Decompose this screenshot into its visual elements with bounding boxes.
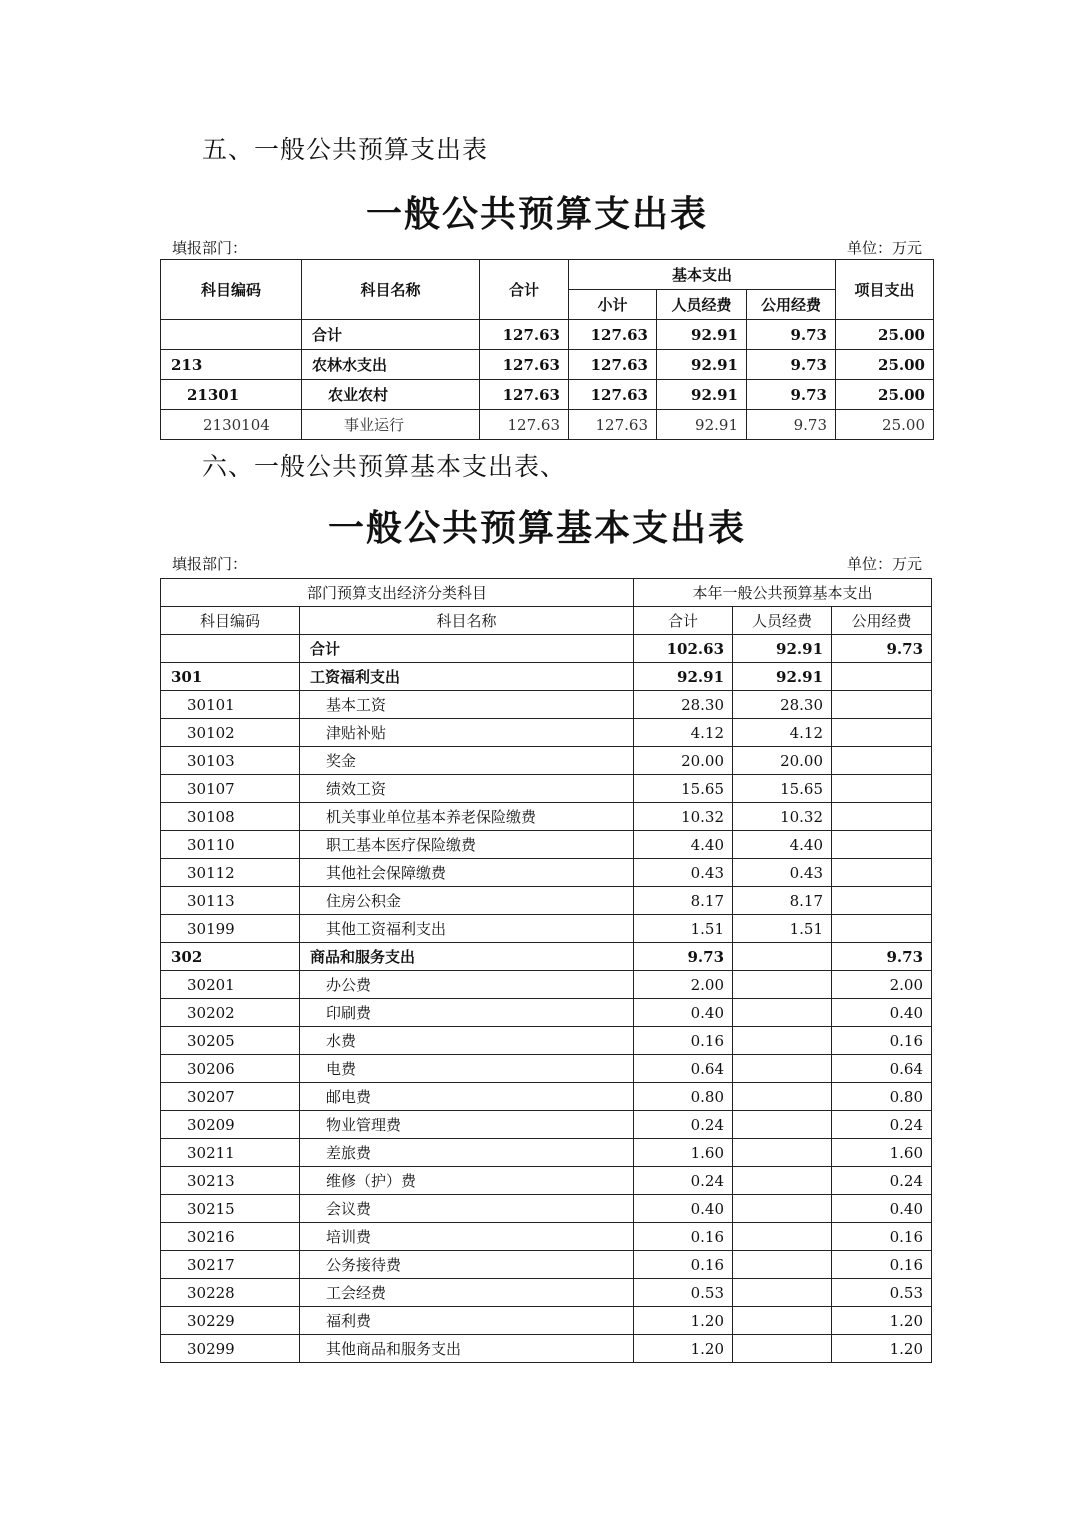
cell-name: 机关事业单位基本养老保险缴费 (300, 803, 634, 831)
cell-name: 物业管理费 (300, 1111, 634, 1139)
cell-personnel (733, 943, 832, 971)
table-row (161, 859, 932, 887)
cell-public: 9.73 (832, 943, 932, 971)
cell-name: 水费 (300, 1027, 634, 1055)
cell-public: 2.00 (832, 971, 932, 999)
table-row (161, 803, 932, 831)
cell-project: 25.00 (836, 320, 934, 350)
section6-title: 一般公共预算基本支出表 (327, 507, 746, 549)
cell-public (832, 859, 932, 887)
cell-public: 0.16 (832, 1251, 932, 1279)
cell-public: 9.73 (747, 350, 836, 380)
cell-code: 30299 (161, 1335, 300, 1363)
table-row (161, 1083, 932, 1111)
cell-total: 0.80 (634, 1083, 733, 1111)
cell-total: 28.30 (634, 691, 733, 719)
cell-personnel (733, 1335, 832, 1363)
cell-total: 0.16 (634, 1027, 733, 1055)
cell-name: 住房公积金 (300, 887, 634, 915)
cell-total: 0.53 (634, 1279, 733, 1307)
cell-code: 2130104 (161, 410, 302, 440)
cell-code (161, 635, 300, 663)
cell-personnel (733, 971, 832, 999)
cell-name: 农林水支出 (302, 350, 480, 380)
table-row (161, 999, 932, 1027)
cell-public: 0.40 (832, 1195, 932, 1223)
cell-personnel: 92.91 (733, 635, 832, 663)
cell-project: 25.00 (836, 350, 934, 380)
table-row (161, 775, 932, 803)
cell-subtotal: 127.63 (569, 410, 657, 440)
table-row (161, 320, 934, 350)
cell-total: 4.40 (634, 831, 733, 859)
cell-code: 30205 (161, 1027, 300, 1055)
cell-total: 8.17 (634, 887, 733, 915)
cell-project: 25.00 (836, 380, 934, 410)
cell-project: 25.00 (836, 410, 934, 440)
cell-name: 合计 (300, 635, 634, 663)
cell-personnel: 92.91 (657, 350, 747, 380)
cell-total: 20.00 (634, 747, 733, 775)
cell-name: 公务接待费 (300, 1251, 634, 1279)
table-row (161, 350, 934, 380)
cell-public (832, 719, 932, 747)
cell-personnel: 20.00 (733, 747, 832, 775)
cell-personnel: 1.51 (733, 915, 832, 943)
table-row (161, 1307, 932, 1335)
cell-total: 10.32 (634, 803, 733, 831)
cell-total: 127.63 (480, 380, 569, 410)
cell-public (832, 915, 932, 943)
cell-public: 1.20 (832, 1307, 932, 1335)
cell-public (832, 887, 932, 915)
cell-code: 30206 (161, 1055, 300, 1083)
cell-personnel (733, 1083, 832, 1111)
header-personnel: 人员经费 (657, 290, 747, 320)
cell-name: 其他社会保障缴费 (300, 859, 634, 887)
cell-total: 0.64 (634, 1055, 733, 1083)
cell-public: 9.73 (747, 410, 836, 440)
cell-code: 30217 (161, 1251, 300, 1279)
table-row (161, 663, 932, 691)
section6-heading: 六、一般公共预算基本支出表、 (202, 452, 567, 481)
cell-name: 福利费 (300, 1307, 634, 1335)
section5-title: 一般公共预算支出表 (365, 193, 708, 235)
cell-name: 其他工资福利支出 (300, 915, 634, 943)
cell-code: 302 (161, 943, 300, 971)
cell-total: 1.20 (634, 1307, 733, 1335)
cell-code: 30213 (161, 1167, 300, 1195)
header-total: 合计 (634, 607, 733, 635)
table-row (161, 887, 932, 915)
cell-code: 30209 (161, 1111, 300, 1139)
unit-label: 单位：万元 (846, 239, 922, 257)
cell-name: 印刷费 (300, 999, 634, 1027)
table-row (161, 1251, 932, 1279)
cell-total: 2.00 (634, 971, 733, 999)
cell-name: 邮电费 (300, 1083, 634, 1111)
header-code: 科目编码 (161, 607, 300, 635)
cell-public (832, 803, 932, 831)
header-total: 合计 (480, 260, 569, 320)
budget-expenditure-table (160, 259, 934, 440)
section5-heading: 五、一般公共预算支出表 (202, 135, 489, 164)
unit-label: 单位：万元 (846, 555, 922, 573)
cell-name: 合计 (302, 320, 480, 350)
cell-public: 1.60 (832, 1139, 932, 1167)
cell-total: 1.20 (634, 1335, 733, 1363)
cell-code: 30199 (161, 915, 300, 943)
cell-code: 21301 (161, 380, 302, 410)
cell-total: 1.60 (634, 1139, 733, 1167)
table-row (161, 719, 932, 747)
cell-personnel: 0.43 (733, 859, 832, 887)
table-row (161, 1335, 932, 1363)
cell-personnel: 92.91 (657, 380, 747, 410)
cell-name: 事业运行 (302, 410, 480, 440)
cell-total: 4.12 (634, 719, 733, 747)
cell-public: 0.40 (832, 999, 932, 1027)
cell-total: 0.24 (634, 1111, 733, 1139)
table-row (161, 1167, 932, 1195)
cell-total: 0.16 (634, 1223, 733, 1251)
cell-personnel (733, 1139, 832, 1167)
cell-personnel (733, 1055, 832, 1083)
cell-total: 0.16 (634, 1251, 733, 1279)
cell-subtotal: 127.63 (569, 380, 657, 410)
cell-personnel (733, 1223, 832, 1251)
cell-name: 基本工资 (300, 691, 634, 719)
cell-name: 差旅费 (300, 1139, 634, 1167)
cell-code: 30215 (161, 1195, 300, 1223)
cell-code: 30201 (161, 971, 300, 999)
cell-name: 维修（护）费 (300, 1167, 634, 1195)
table-row (161, 1195, 932, 1223)
cell-code: 30216 (161, 1223, 300, 1251)
table-row (161, 831, 932, 859)
cell-total: 0.40 (634, 1195, 733, 1223)
section6-meta (172, 553, 922, 574)
cell-name: 绩效工资 (300, 775, 634, 803)
cell-personnel: 4.40 (733, 831, 832, 859)
cell-personnel (733, 1251, 832, 1279)
cell-public: 9.73 (832, 635, 932, 663)
cell-personnel: 28.30 (733, 691, 832, 719)
cell-code: 30112 (161, 859, 300, 887)
cell-total: 127.63 (480, 410, 569, 440)
cell-name: 其他商品和服务支出 (300, 1335, 634, 1363)
cell-code: 30103 (161, 747, 300, 775)
header-group-right: 本年一般公共预算基本支出 (634, 579, 932, 607)
table-row (161, 1055, 932, 1083)
cell-total: 127.63 (480, 350, 569, 380)
header-public: 公用经费 (832, 607, 932, 635)
cell-name: 奖金 (300, 747, 634, 775)
table-row (161, 691, 932, 719)
header-project: 项目支出 (836, 260, 934, 320)
cell-total: 1.51 (634, 915, 733, 943)
header-name: 科目名称 (302, 260, 480, 320)
cell-public (832, 831, 932, 859)
cell-public: 0.24 (832, 1111, 932, 1139)
cell-code: 30113 (161, 887, 300, 915)
cell-public (832, 747, 932, 775)
cell-personnel: 15.65 (733, 775, 832, 803)
cell-personnel: 8.17 (733, 887, 832, 915)
cell-public (832, 775, 932, 803)
cell-personnel: 92.91 (733, 663, 832, 691)
table-row (161, 1139, 932, 1167)
header-subtotal: 小计 (569, 290, 657, 320)
cell-total: 0.40 (634, 999, 733, 1027)
cell-code: 30207 (161, 1083, 300, 1111)
cell-public: 0.53 (832, 1279, 932, 1307)
header-code: 科目编码 (161, 260, 302, 320)
section5-meta (172, 237, 922, 258)
cell-personnel (733, 999, 832, 1027)
cell-personnel (733, 1307, 832, 1335)
cell-name: 农业农村 (302, 380, 480, 410)
cell-public: 0.16 (832, 1223, 932, 1251)
cell-name: 工会经费 (300, 1279, 634, 1307)
header-name: 科目名称 (300, 607, 634, 635)
table-row (161, 1111, 932, 1139)
cell-total: 0.24 (634, 1167, 733, 1195)
cell-code: 30107 (161, 775, 300, 803)
cell-personnel (733, 1279, 832, 1307)
cell-public (832, 691, 932, 719)
cell-code: 30228 (161, 1279, 300, 1307)
table-row (161, 1223, 932, 1251)
table-row (161, 635, 932, 663)
header-public: 公用经费 (747, 290, 836, 320)
cell-personnel (733, 1195, 832, 1223)
header-basic: 基本支出 (569, 260, 836, 290)
cell-name: 工资福利支出 (300, 663, 634, 691)
cell-name: 商品和服务支出 (300, 943, 634, 971)
cell-total: 0.43 (634, 859, 733, 887)
cell-name: 会议费 (300, 1195, 634, 1223)
cell-personnel: 10.32 (733, 803, 832, 831)
table-row (161, 1279, 932, 1307)
cell-code: 30229 (161, 1307, 300, 1335)
cell-name: 职工基本医疗保险缴费 (300, 831, 634, 859)
cell-name: 培训费 (300, 1223, 634, 1251)
cell-public: 1.20 (832, 1335, 932, 1363)
cell-code: 30101 (161, 691, 300, 719)
cell-name: 电费 (300, 1055, 634, 1083)
cell-public: 0.80 (832, 1083, 932, 1111)
table-row (161, 971, 932, 999)
cell-code: 30110 (161, 831, 300, 859)
dept-label: 填报部门： (172, 239, 248, 257)
cell-code: 301 (161, 663, 300, 691)
header-group-left: 部门预算支出经济分类科目 (161, 579, 634, 607)
cell-personnel (733, 1027, 832, 1055)
cell-public: 9.73 (747, 380, 836, 410)
table-row (161, 380, 934, 410)
table-row (161, 915, 932, 943)
cell-code: 213 (161, 350, 302, 380)
cell-code: 30202 (161, 999, 300, 1027)
cell-code (161, 320, 302, 350)
cell-subtotal: 127.63 (569, 320, 657, 350)
cell-subtotal: 127.63 (569, 350, 657, 380)
cell-total: 15.65 (634, 775, 733, 803)
cell-public: 9.73 (747, 320, 836, 350)
cell-personnel (733, 1167, 832, 1195)
cell-total: 9.73 (634, 943, 733, 971)
cell-total: 127.63 (480, 320, 569, 350)
table-row (161, 410, 934, 440)
cell-name: 津贴补贴 (300, 719, 634, 747)
cell-public (832, 663, 932, 691)
cell-personnel: 92.91 (657, 320, 747, 350)
cell-public: 0.64 (832, 1055, 932, 1083)
table-row (161, 747, 932, 775)
cell-code: 30211 (161, 1139, 300, 1167)
table-row (161, 1027, 932, 1055)
basic-expenditure-table (160, 578, 932, 1363)
cell-personnel: 92.91 (657, 410, 747, 440)
table-row (161, 943, 932, 971)
dept-label: 填报部门： (172, 555, 248, 573)
cell-public: 0.24 (832, 1167, 932, 1195)
header-personnel: 人员经费 (733, 607, 832, 635)
cell-personnel (733, 1111, 832, 1139)
cell-public: 0.16 (832, 1027, 932, 1055)
cell-code: 30108 (161, 803, 300, 831)
cell-total: 92.91 (634, 663, 733, 691)
cell-name: 办公费 (300, 971, 634, 999)
cell-personnel: 4.12 (733, 719, 832, 747)
cell-total: 102.63 (634, 635, 733, 663)
cell-code: 30102 (161, 719, 300, 747)
